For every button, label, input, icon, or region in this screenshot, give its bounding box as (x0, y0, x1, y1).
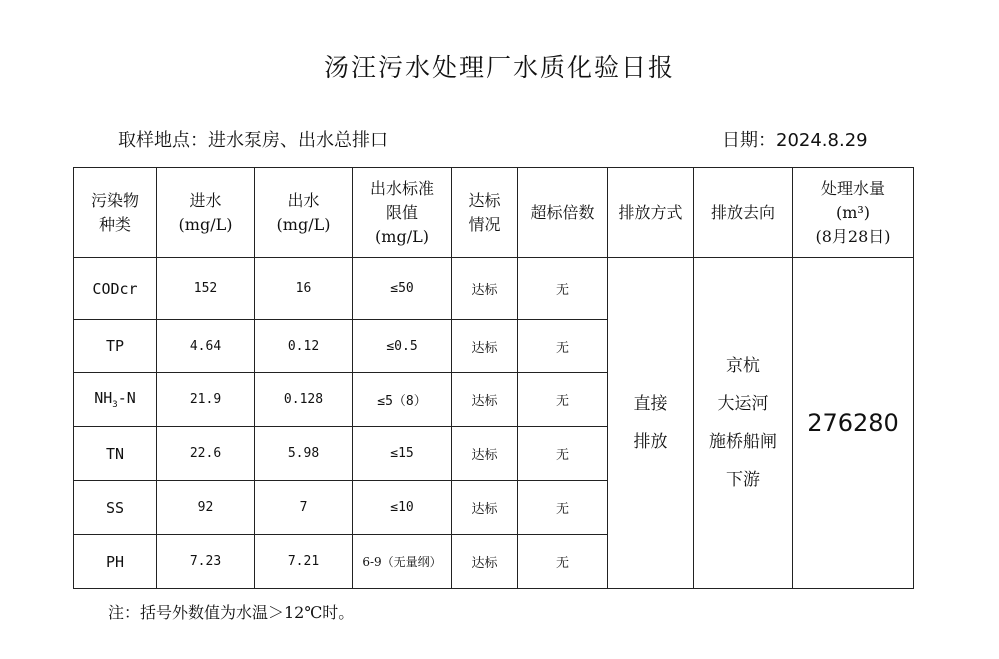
report-title: 汤汪污水处理厂水质化验日报 (323, 53, 675, 82)
status-value: 达标 (452, 481, 518, 535)
inflow-value: 7.23 (157, 535, 255, 589)
header-discharge-dest: 排放去向 (694, 168, 793, 258)
water-quality-table (73, 167, 914, 589)
outflow-value: 7 (255, 481, 353, 535)
header-discharge-mode: 排放方式 (608, 168, 694, 258)
status-value: 达标 (452, 427, 518, 481)
discharge-mode-cell: 直接 排放 (608, 258, 694, 589)
outflow-value: 0.12 (255, 320, 353, 373)
limit-value: ≤50 (353, 258, 452, 320)
status-value: 达标 (452, 535, 518, 589)
limit-value: ≤0.5 (353, 320, 452, 373)
inflow-value: 152 (157, 258, 255, 320)
pollutant-name: SS (74, 481, 157, 535)
treated-volume-value: 276280 (793, 258, 914, 589)
header-volume: 处理水量 (m³) (8月28日) (793, 168, 914, 258)
status-value: 达标 (452, 373, 518, 427)
limit-value: 6-9（无量纲） (353, 535, 452, 589)
outflow-value: 16 (255, 258, 353, 320)
header-outflow: 出水 (mg/L) (255, 168, 353, 258)
header-limit: 出水标准 限值 (mg/L) (353, 168, 452, 258)
outflow-value: 7.21 (255, 535, 353, 589)
exceed-value: 无 (518, 427, 608, 481)
discharge-destination-cell: 京杭 大运河 施桥船闸 下游 (694, 258, 793, 589)
status-value: 达标 (452, 258, 518, 320)
footnote: 注：括号外数值为水温＞12℃时。 (108, 603, 355, 622)
header-row (74, 168, 914, 258)
pollutant-name: CODcr (74, 258, 157, 320)
header-exceed: 超标倍数 (518, 168, 608, 258)
limit-value: ≤5（8） (353, 373, 452, 427)
report-date: 日期：2024.8.29 (722, 130, 868, 151)
sampling-location: 取样地点：进水泵房、出水总排口 (118, 130, 388, 151)
table-row (74, 258, 914, 320)
exceed-value: 无 (518, 481, 608, 535)
outflow-value: 5.98 (255, 427, 353, 481)
limit-value: ≤10 (353, 481, 452, 535)
exceed-value: 无 (518, 320, 608, 373)
exceed-value: 无 (518, 535, 608, 589)
inflow-value: 4.64 (157, 320, 255, 373)
inflow-value: 22.6 (157, 427, 255, 481)
exceed-value: 无 (518, 373, 608, 427)
pollutant-name: TN (74, 427, 157, 481)
pollutant-name: $NH_3-N$ (74, 373, 157, 427)
header-pollutant: 污染物 种类 (74, 168, 157, 258)
inflow-value: 92 (157, 481, 255, 535)
pollutant-name: TP (74, 320, 157, 373)
status-value: 达标 (452, 320, 518, 373)
header-inflow: 进水 (mg/L) (157, 168, 255, 258)
header-status: 达标 情况 (452, 168, 518, 258)
limit-value: ≤15 (353, 427, 452, 481)
pollutant-name: PH (74, 535, 157, 589)
inflow-value: 21.9 (157, 373, 255, 427)
exceed-value: 无 (518, 258, 608, 320)
outflow-value: 0.128 (255, 373, 353, 427)
